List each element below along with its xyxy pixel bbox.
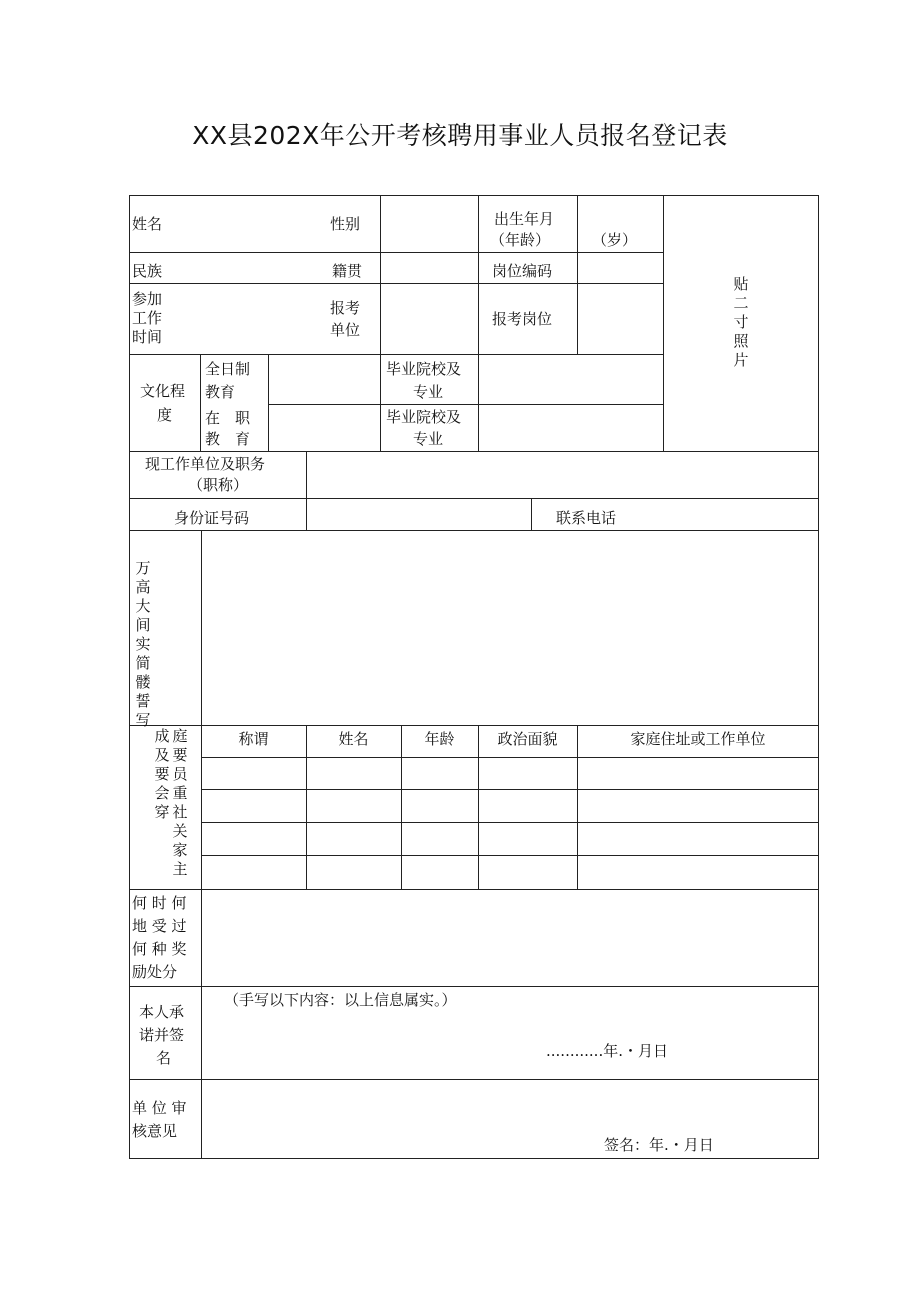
work-start-label: 时间 — [132, 328, 163, 346]
form-title: XX县202X年公开考核聘用事业人员报名登记表 — [192, 121, 728, 150]
row-line — [201, 822, 819, 823]
family-label-col2 — [171, 727, 189, 879]
commit-note: （手写以下内容：以上信息属实。） — [224, 991, 457, 1009]
family-char: 穿 — [154, 803, 170, 821]
resume-char: 誓 — [135, 692, 151, 710]
family-char: 重 — [172, 784, 188, 802]
row-line — [129, 1079, 819, 1080]
work-start-label: 参加 — [132, 290, 163, 308]
review-label: 核意见 — [132, 1122, 178, 1140]
row-line — [129, 252, 663, 253]
row-line — [129, 283, 663, 284]
current-job-label: 现工作单位及职务 — [145, 455, 266, 473]
form-border — [129, 195, 819, 1159]
col-line — [201, 530, 202, 1159]
col-line — [306, 451, 307, 530]
birth-age-label: （年龄） — [490, 231, 551, 249]
post-code-label: 岗位编码 — [492, 262, 553, 280]
family-char: 庭 — [172, 727, 188, 745]
photo-label — [732, 275, 750, 370]
age-unit-label: （岁） — [592, 231, 638, 249]
row-line — [201, 855, 819, 856]
resume-char: 大 — [135, 597, 151, 615]
photo-char: 片 — [733, 351, 749, 369]
resume-char: 简 — [135, 654, 151, 672]
commit-date: ............年.・月日 — [546, 1042, 668, 1060]
family-header-age: 年龄 — [424, 730, 455, 748]
school-major-label: 专业 — [413, 383, 444, 401]
family-header-political: 政治面貌 — [497, 730, 558, 748]
review-label: 单 位 审 — [132, 1099, 187, 1117]
col-line — [380, 354, 381, 451]
row-line — [129, 986, 819, 987]
resume-char: 实 — [135, 635, 151, 653]
work-start-label: 工作 — [132, 309, 163, 327]
row-line — [129, 498, 819, 499]
col-line — [577, 195, 578, 354]
row-line — [201, 789, 819, 790]
resume-label — [134, 559, 152, 730]
row-line — [129, 451, 819, 452]
resume-char: 高 — [135, 578, 151, 596]
family-char: 员 — [172, 765, 188, 783]
photo-char: 二 — [733, 294, 749, 312]
family-char: 主 — [172, 860, 188, 878]
photo-char: 寸 — [733, 313, 749, 331]
education-label: 文化程 — [140, 382, 186, 400]
reward-label: 地 受 过 — [132, 917, 187, 935]
row-line — [268, 404, 663, 405]
resume-char: 髅 — [135, 673, 151, 691]
commit-label: 名 — [156, 1049, 172, 1067]
fulltime-label: 教育 — [205, 383, 236, 401]
row-line — [201, 757, 819, 758]
family-char: 社 — [172, 803, 188, 821]
col-line — [663, 195, 664, 451]
review-sign: 签名：年.・月日 — [604, 1136, 714, 1154]
reward-label: 何 时 何 — [132, 894, 187, 912]
col-line — [200, 354, 201, 451]
commit-label: 本人承 — [139, 1003, 185, 1021]
apply-unit-label: 报考 — [330, 299, 361, 317]
col-line — [380, 195, 381, 354]
school-major-label: 毕业院校及 — [386, 408, 462, 426]
resume-char: 万 — [135, 559, 151, 577]
education-label: 度 — [157, 406, 173, 424]
col-line — [478, 195, 479, 354]
current-job-label: （职称） — [188, 476, 249, 494]
native-place-label: 籍贯 — [332, 262, 363, 280]
apply-post-label: 报考岗位 — [492, 310, 553, 328]
row-line — [129, 889, 819, 890]
family-char: 成 — [154, 727, 170, 745]
col-line — [478, 354, 479, 451]
id-number-label: 身份证号码 — [174, 509, 250, 527]
phone-label: 联系电话 — [556, 509, 617, 527]
birth-label: 出生年月 — [494, 210, 555, 228]
family-label-col1 — [153, 727, 171, 822]
col-line — [268, 354, 269, 451]
family-char: 关 — [172, 822, 188, 840]
reward-label: 何 种 奖 — [132, 940, 187, 958]
photo-char: 照 — [733, 332, 749, 350]
row-line — [129, 354, 663, 355]
photo-char: 贴 — [733, 275, 749, 293]
family-header-name: 姓名 — [338, 730, 369, 748]
resume-char: 间 — [135, 616, 151, 634]
apply-unit-label: 单位 — [330, 321, 361, 339]
inservice-label: 在 职 — [205, 409, 251, 427]
row-line — [129, 530, 819, 531]
reward-label: 励处分 — [132, 963, 178, 981]
col-line — [531, 498, 532, 530]
family-char: 要 — [172, 746, 188, 764]
family-header-relation: 称谓 — [238, 730, 269, 748]
row-line — [129, 725, 819, 726]
family-char: 家 — [172, 841, 188, 859]
commit-label: 诺并签 — [139, 1026, 185, 1044]
family-header-address: 家庭住址或工作单位 — [630, 730, 766, 748]
gender-label: 性别 — [330, 215, 361, 233]
name-label: 姓名 — [132, 215, 163, 233]
school-major-label: 毕业院校及 — [386, 360, 462, 378]
resume-char: 写 — [135, 711, 151, 729]
inservice-label: 教 育 — [205, 430, 251, 448]
fulltime-label: 全日制 — [205, 360, 251, 378]
family-char: 要 — [154, 765, 170, 783]
ethnicity-label: 民族 — [132, 262, 163, 280]
family-char: 及 — [154, 746, 170, 764]
family-char: 会 — [154, 784, 170, 802]
school-major-label: 专业 — [413, 430, 444, 448]
